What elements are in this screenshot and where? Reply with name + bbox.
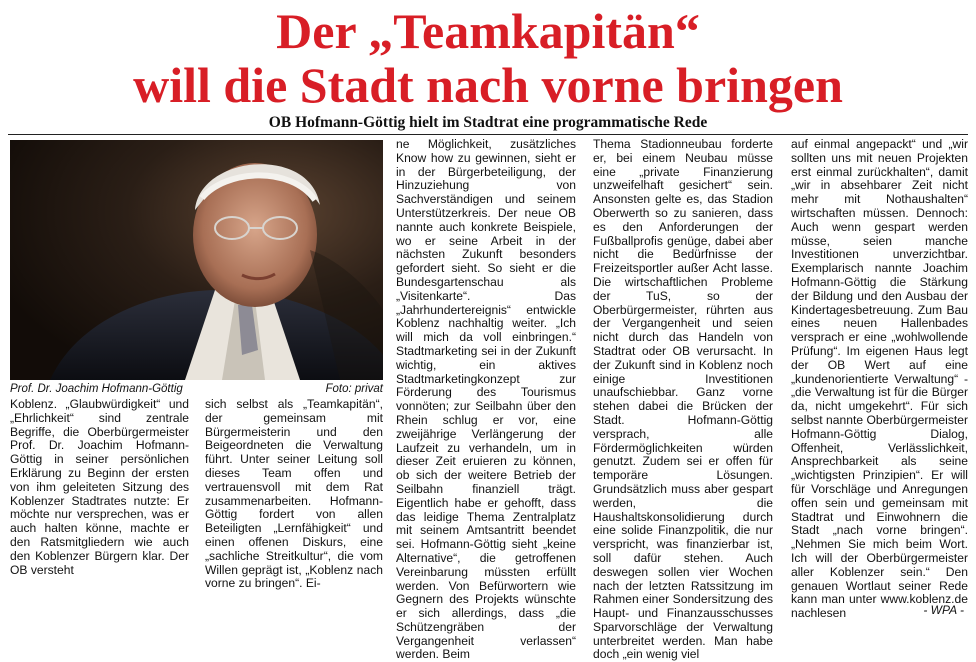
article-column-2: sich selbst als „Teamkapitän“, der gemeinsam mit Bürgermeisterin und den Beigeordneten die Verwaltung führt. Unter seiner Leitung soll dieses Team offen und vertrauensvoll mit dem Rat zusammenarbeiten. Hofmann-Göttig fordert von allen Beteiligten „Lernfähigkeit“ und einen offenen Diskurs, eine „sachliche Streitkultur“, die vom Willen geprägt ist, „Koblenz nach vorne zu bringen“. Ei- — [205, 397, 383, 591]
headline-line-1: Der „Teamkapitän“ — [276, 3, 700, 59]
photo-caption — [10, 383, 383, 395]
article-column-5: auf einmal angepackt“ und „wir sollten uns mit neuen Projekten erst einmal zurückhalten“, damit „wir in absehbarer Zeit nicht mehr mit Nothaushalten“ wirtschaften müssen. Dennoch: Auch wenn gespart werden müsse, seien manche Investitionen unverzichtbar. Exemplarisch nannte Joachim Hofmann-Göttig die Stärkung der Bildung und den Ausbau der Kindertagesbetreuung. Zum Bau eines neuen Hallenbades versprach er eine „wohlwollende Prüfung“. Im eigenen Haus legt der OB Wert auf eine „kundenorientierte Verwaltung“ - „die Verwaltung ist für die Bürger da, nicht umgekehrt“. Für sich selbst nannte Oberbürgermeister Hofmann-Göttig Dialog, Offenheit, Verlässlichkeit, Ansprechbarkeit als seine „wichtigsten Prinzipien“. Er will für Vorschläge und Anregungen offen sein und gemeinsam mit Stadtrat und Einwohnern die Stadt „nach vorne bringen“. „Nehmen Sie mich beim Wort. Ich will der Oberbürgermeister aller Koblenzer sein.“ Den genauen Wortlaut seiner Rede kann man unter www.koblenz.de nachlesen — [791, 137, 968, 621]
byline: - WPA - — [923, 603, 964, 617]
article-column-1: Koblenz. „Glaubwürdigkeit“ und „Ehrlichkeit“ sind zentrale Begriffe, die Oberbürgermeister Prof. Dr. Joachim Hofmann-Göttig in seiner persönlichen Erklärung zu Beginn der ersten von ihm geleiteten Sitzung des Koblenzer Stadtrates nutzte: Er möchte nur versprechen, was er auch halten könne, machte er den Ratsmitgliedern wie auch den Koblenzer Bürgern klar. Der OB versteht — [10, 397, 189, 577]
caption-text: Prof. Dr. Joachim Hofmann-Göttig — [10, 383, 183, 395]
article-column-3: ne Möglichkeit, zusätzliches Know how zu gewinnen, sieht er in der Bürgerbeteiligung, der Hinzuziehung von Sachverständigen und seinem Unterstützerkreis. Der neue OB nannte auch konkrete Beispiele, wo er seine Arbeit in der nächsten Zukunft besonders gefordert sieht. So sieht er die Bundesgartenschau als „Visitenkarte“. Das „Jahrhundertereignis“ entwickle Koblenz nachhaltig weiter. „Ich will mich da voll einbringen.“ Stadtmarketing sei in der Zukunft wichtig, ein aktives Stadtmarketingkonzept zur Förderung des Tourismus vonnöten; zur Seilbahn über den Rhein schlug er vor, eine zweijährige Verlängerung der Laufzeit zu verhandeln, um in dieser Zeit eruieren zu können, ob sich der weitere Betrieb der Seilbahn finanziell trägt. Eigentlich habe er gehofft, dass das leidige Thema Zentralplatz mit seinem Amtsantritt beendet sei. Hofmann-Göttig sieht „keine Alternative“, die getroffenen Vereinbarung müssten erfüllt werden. Von Befürwortern wie Gegnern des Projekts wünschte er sich allerdings, dass „die Schützengräben der Vergangenheit verlassen“ werden. Beim — [396, 137, 576, 662]
portrait-illustration — [10, 140, 383, 380]
subheadline: OB Hofmann-Göttig hielt im Stadtrat eine programmatische Rede — [268, 114, 708, 131]
portrait-photo — [10, 140, 383, 380]
headline-line-2: will die Stadt nach vorne bringen — [133, 57, 843, 113]
photo-credit: Foto: privat — [325, 383, 383, 395]
article-column-4: Thema Stadionneubau forderte er, bei einem Neubau müsse eine „private Finanzierung unzweifelhaft gesichert“ sein. Ansonsten gelte es, das Stadion Oberwerth so zu sanieren, dass es den Anforderungen der Fußballprofis genüge, dabei aber nicht die Bedürfnisse der Freizeitsportler außer Acht lasse. Die wirtschaftlichen Probleme der TuS, so der Oberbürgermeister, rührten aus der Vergangenheit und seien nicht durch das Handeln von Stadtrat oder OB verursacht. In der Zukunft sind in Koblenz noch einige Investitionen unaufschiebbar. Ganz vorne stehen dabei die Brücken der Stadt. Hofmann-Göttig versprach, alle Fördermöglichkeiten würden genutzt. Zudem sei er offen für temporäre Lösungen. Grundsätzlich muss aber gespart werden, die Haushaltskonsolidierung durch eine solide Finanzpolitik, die nur verspricht, was finanzierbar ist, soll dafür stehen. Auch deswegen sollen vier Wochen nach der letzten Ratssitzung im Rahmen einer Sondersitzung des Haupt- und Finanzausschusses Sparvorschläge der Verwaltung unterbreitet werden. Man habe doch „ein wenig viel — [593, 137, 773, 662]
divider — [8, 134, 968, 135]
